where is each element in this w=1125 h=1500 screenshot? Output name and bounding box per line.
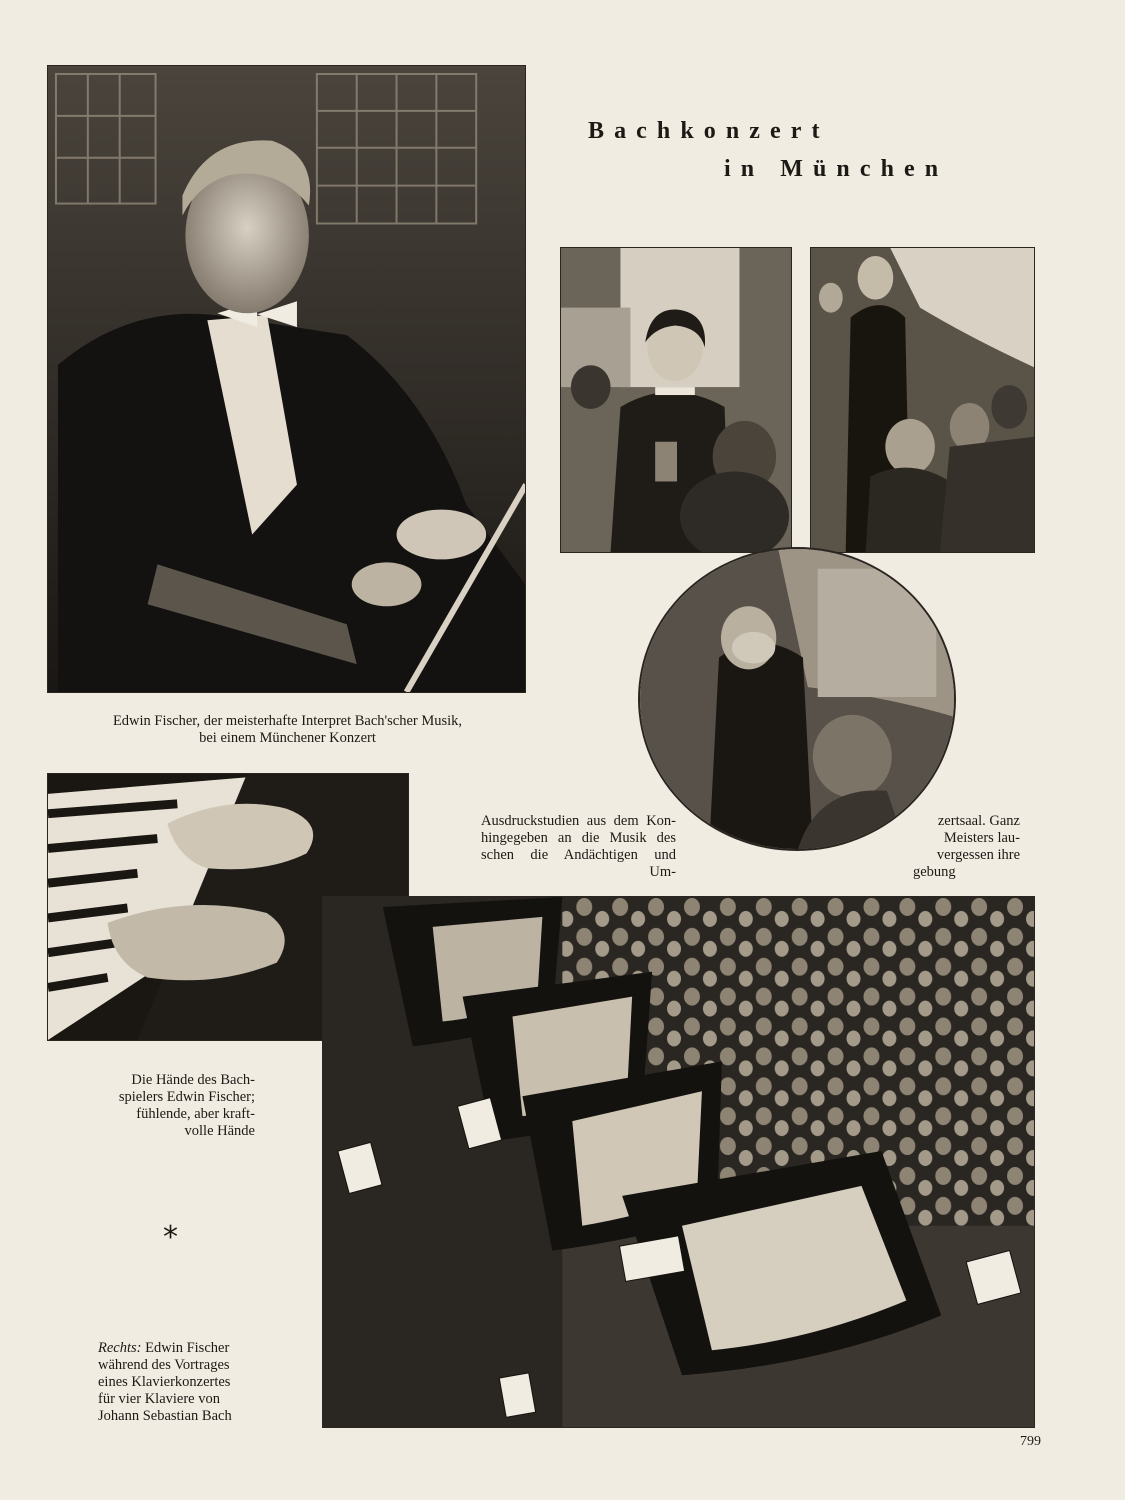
- caption-pianos-line-4: für vier Klaviere von: [98, 1391, 220, 1408]
- caption-pianos-line-2: während des Vortrages: [98, 1357, 230, 1374]
- caption-pianos-lead: Rechts:: [98, 1340, 142, 1356]
- photo-circle-listener: [638, 547, 956, 851]
- caption-hands-line-4: volle Hände: [184, 1123, 255, 1140]
- caption-pianos-line-1: Edwin Fischer: [141, 1340, 230, 1356]
- ornament-asterisk: *: [163, 1220, 178, 1255]
- caption-studies-right-line-1: zertsaal. Ganz: [937, 813, 1020, 829]
- caption-studies-left: [481, 813, 676, 881]
- page-number: 799: [1020, 1434, 1041, 1449]
- caption-portrait-line-2: bei einem Münchener Konzert: [199, 730, 376, 747]
- caption-studies-left-line-3: schen die Andächtigen und: [481, 847, 676, 864]
- photo-audience-standing-man: [810, 247, 1035, 553]
- caption-portrait: [55, 713, 520, 747]
- page-title-line-2: in München: [724, 156, 949, 182]
- caption-hands: [95, 1072, 255, 1140]
- caption-studies-right-line-3: vergessen ihre: [936, 847, 1020, 864]
- caption-pianos-line-3: eines Klavierkonzertes: [98, 1374, 231, 1391]
- caption-pianos: [98, 1340, 258, 1426]
- caption-studies-right: [913, 813, 1020, 881]
- page-title-line-1: Bachkonzert: [588, 118, 830, 144]
- caption-hands-line-1: Die Hände des Bach-: [131, 1072, 255, 1088]
- photo-four-pianos-concert: [322, 896, 1035, 1428]
- caption-hands-line-2: spielers Edwin Fischer;: [118, 1089, 255, 1106]
- photo-audience-woman: [560, 247, 792, 553]
- caption-studies-left-line-4: Um-: [649, 864, 676, 881]
- caption-pianos-line-5: Johann Sebastian Bach: [98, 1408, 232, 1425]
- photo-edwin-fischer-portrait: [47, 65, 526, 693]
- caption-hands-line-3: fühlende, aber kraft-: [136, 1106, 255, 1123]
- caption-portrait-line-1: Edwin Fischer, der meisterhafte Interpret Bach'scher Musik,: [112, 713, 463, 729]
- caption-studies-left-line-1: Ausdruckstudien aus dem Kon-: [481, 813, 676, 829]
- caption-studies-right-line-4: gebung: [913, 864, 956, 881]
- caption-studies-right-line-2: Meisters lau-: [943, 830, 1020, 847]
- caption-studies-left-line-2: hingegeben an die Musik des: [481, 830, 676, 847]
